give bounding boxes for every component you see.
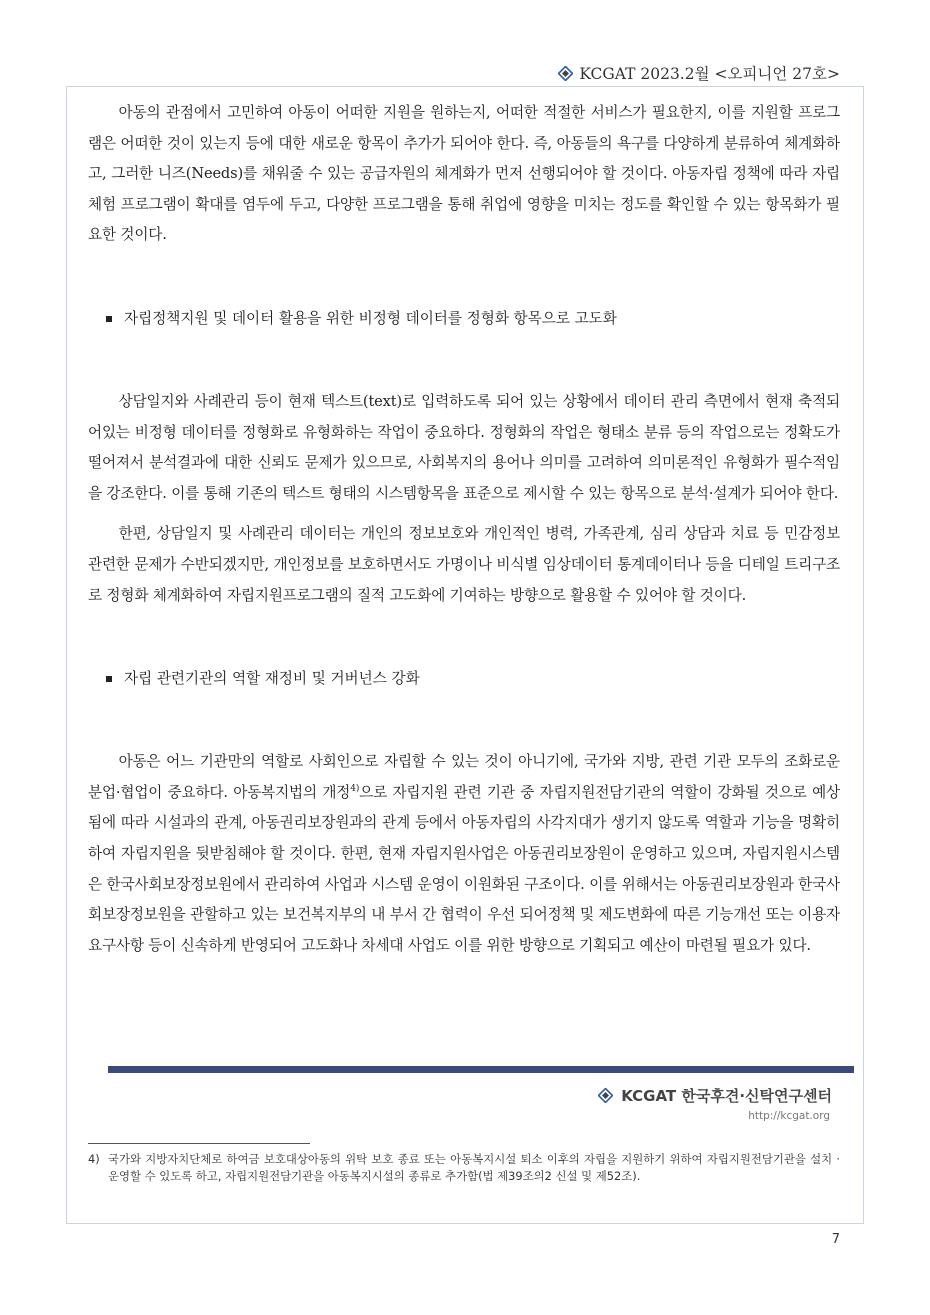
paragraph-4-part-b: 으로 자립지원 관련 기관 중 자립지원전담기관의 역할이 강화될 것으로 예상됨에 따라 시설과의 관계, 아동권리보장원과의 관계 등에서 아동자립의 사각지대가 생기지 않도록 역할과 기능을 명확히 하여 자립지원을 뒷받침해야 할 것이다. 한편, 현재 자립지원사업은 아동권리보장원이 운영하고 있으며, 자립지원시스템은 한국사회보장정보원에서 관리하여 사업과 시스템 운영이 이원화된 구조이다. 이를 위해서는 아동권리보장원과 한국사회보장정보원을 관할하고 있는 보건복지부의 내 부서 간 협력이 우선 되어정책 및 제도변화에 따른 기능개선 또는 이용자 요구사항 등이 신속하게 반영되어 고도화나 차세대 사업도 이를 위한 방향으로 기획되고 예산이 마련될 필요가 있다. bbox=[88, 783, 841, 954]
paragraph-4-part-a: 아동은 어느 기관만의 역할로 사회인으로 자립할 수 있는 것이 아니기에, 국가와 지방, 관련 기관 모두의 조화로운 분업·협업이 중요하다. 아동복지법의 개정 bbox=[88, 753, 840, 801]
main-content bbox=[88, 98, 840, 961]
paragraph-2: 상담일지와 사례관리 등이 현재 텍스트(text)로 입력하도록 되어 있는 상황에서 데이터 관리 측면에서 현재 축적되어있는 비정형 데이터를 정형화로 유형화하는 작업이 중요하다. 정형화의 작업은 형태소 분류 등의 작업으로는 정확도가 떨어져서 분석결과에 대한 신뢰도 문제가 있으므로, 사회복지의 용어나 의미를 고려하여 의미론적인 유형화가 필수적임을 강조한다. 이를 통해 기존의 텍스트 형태의 시스템항목을 표준으로 제시할 수 있는 항목으로 분석·설계가 되어야 한다. bbox=[88, 392, 840, 502]
footnote-divider bbox=[88, 1143, 310, 1144]
square-bullet-icon bbox=[106, 316, 112, 322]
square-bullet-icon bbox=[106, 676, 112, 682]
footnote-text: 국가와 지방자치단체로 하여금 보호대상아동의 위탁 보호 종료 또는 아동복지시설 퇴소 이후의 자립을 지원하기 위하여 자립지원전담기관을 설치 · 운영할 수 있도록 하고, 자립지원전담기관을 아동복지시설의 종류로 추가함(법 제39조의2 신설 및 제52조). bbox=[108, 1152, 840, 1183]
section-heading-1 bbox=[106, 304, 840, 334]
section-heading-1-text: 자립정책지원 및 데이터 활용을 위한 비정형 데이터를 정형화 항목으로 고도화 bbox=[124, 309, 617, 327]
paragraph-1: 아동의 관점에서 고민하여 아동이 어떠한 지원을 원하는지, 어떠한 적절한 서비스가 필요한지, 이를 지원할 프로그램은 어떠한 것이 있는지 등에 대한 새로운 항목이 추가가 되어야 한다. 즉, 아동들의 욕구를 다양하게 분류하여 체계화하고, 그러한 니즈(Needs)를 채워줄 수 있는 공급자원의 체계화가 먼저 선행되어야 할 것이다. 아동자립 정책에 따라 자립체험 프로그램이 확대를 염두에 두고, 다양한 프로그램을 통해 취업에 영향을 미치는 정도를 확인할 수 있는 항목화가 필요한 것이다. bbox=[88, 104, 840, 244]
section-heading-2 bbox=[106, 664, 840, 694]
header-text: KCGAT 2023.2월 <오피니언 27호> bbox=[579, 65, 840, 83]
section-heading-2-text: 자립 관련기관의 역할 재정비 및 거버넌스 강화 bbox=[124, 670, 420, 688]
page-header bbox=[558, 62, 840, 84]
kcgat-logo-icon bbox=[598, 1088, 613, 1103]
paragraph-4 bbox=[88, 747, 840, 961]
footnote bbox=[88, 1151, 840, 1185]
footnote-ref[interactable]: 4) bbox=[350, 783, 360, 794]
paragraph-3: 한편, 상담일지 및 사례관리 데이터는 개인의 정보보호와 개인적인 병력, 가족관계, 심리 상담과 치료 등 민감정보 관련한 문제가 수반되겠지만, 개인정보를 보호하면서도 가명이나 비식별 임상데이터 통계데이터나 등을 디테일 트리구조로 정형화 체계화하여 자립지원프로그램의 질적 고도화에 기여하는 방향으로 활용할 수 있어야 할 것이다. bbox=[88, 525, 840, 604]
kcgat-logo-icon bbox=[558, 66, 573, 81]
footer-url[interactable]: http://kcgat.org bbox=[748, 1110, 830, 1122]
footnote-number: 4) bbox=[88, 1152, 100, 1166]
footer-rule bbox=[108, 1066, 854, 1073]
footer-brand bbox=[598, 1085, 832, 1106]
page-number: 7 bbox=[831, 1232, 840, 1247]
footer-brand-text: KCGAT 한국후견·신탁연구센터 bbox=[621, 1087, 832, 1105]
